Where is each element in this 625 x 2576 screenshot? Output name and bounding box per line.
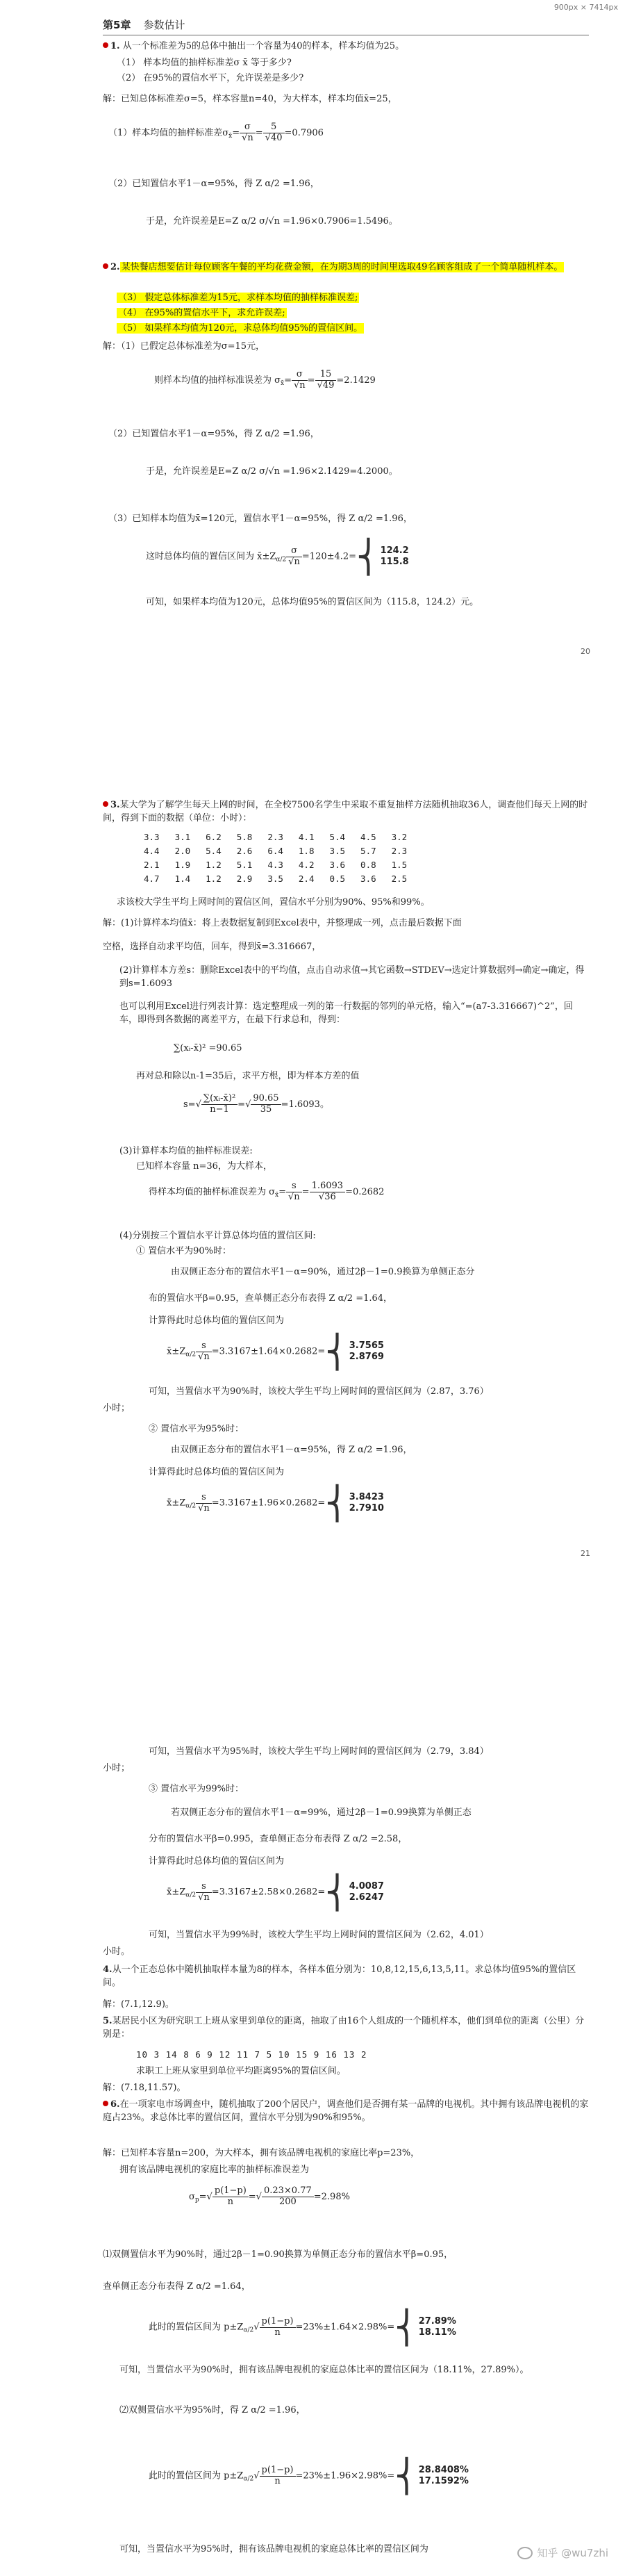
table-row	[136, 830, 415, 844]
q2-ans3: （3）已知样本均值为x̄=120元，置信水平1－α=95%，得 Z α/2 =1.96，	[108, 514, 412, 524]
q3-s5b: 已知样本容量 n=36，为大样本，	[136, 1161, 272, 1172]
q6-ans1: 解：已知样本容量n=200，为大样本，拥有该品牌电视机的家庭比率p=23%，	[103, 2148, 420, 2158]
q1-a1-frac: $\frac{\sigma}{√n}$	[240, 122, 256, 144]
q2-stem-text: 某快餐店想要估计每位顾客午餐的平均花费金额，在为期3周的时间里选取49名顾客组成了一个简单随机样本。	[121, 262, 563, 272]
watermark: 知乎 @wu7zhi	[517, 2546, 608, 2561]
q2-sub5: （5） 如果样本均值为120元，求总体均值95%的置信区间。	[118, 323, 363, 334]
table-cell: 1.2	[206, 860, 222, 871]
chapter-number: 第5章	[103, 19, 131, 31]
q4-stem-text: 从一个正态总体中随机抽取样本量为8的样本，各样本值分别为：10,8,12,15,6,13,5,11。求总体均值95%的置信区间。	[103, 1964, 576, 1988]
q6-stem	[103, 2099, 589, 2125]
q3-c1d: 计算得此时总体均值的置信区间为	[149, 1315, 285, 1326]
q2-number: 2.	[110, 262, 120, 272]
q4-ans: 解：(7.1,12.9)。	[103, 1999, 174, 2010]
q3-c2e: 可知，当置信水平为95%时，该校大学生平均上网时间的置信区间为（2.79，3.84）	[149, 1746, 489, 1757]
bullet-icon	[103, 2101, 108, 2106]
table-cell: 1.9	[174, 860, 191, 871]
table-cell: 3.2	[391, 832, 408, 842]
q1-stem-text: 从一个标准差为5的总体中抽出一个容量为40的样本，样本均值为25。	[122, 41, 405, 51]
q3-c3f: 小时。	[103, 1946, 131, 1957]
table-cell: 4.5	[360, 832, 376, 842]
q3-c1: ① 置信水平为90%时：	[136, 1246, 232, 1256]
chapter-heading	[103, 18, 185, 33]
q5-data: 10 3 14 8 6 9 12 11 7 5 10 15 9 16 13 2	[136, 2049, 367, 2060]
table-cell: 4.1	[298, 832, 315, 842]
q1-a2-result: 于是，允许误差是E=Z α/2 σ/√n =1.96×0.7906=1.5496。	[146, 216, 398, 227]
q2-stem	[103, 261, 589, 274]
q3-data-table	[136, 830, 415, 887]
table-cell: 1.5	[391, 860, 408, 871]
q3-s6: (4)分别按三个置信水平计算总体均值的置信区间:	[119, 1231, 316, 1241]
q5-ask: 求职工上班从家里到单位平均距离95%的置信区间。	[136, 2066, 346, 2076]
table-cell: 1.8	[298, 846, 315, 857]
q6-p1-interval: 此时的置信区间为 $p\pm Z_{\alpha/2}√$ $\frac{p(1-p)}{n}$ =23%±1.64×2.98%=⎨ 27.89% 18.11%	[149, 2308, 456, 2346]
table-cell: 2.1	[144, 860, 160, 871]
table-cell: 4.4	[144, 846, 160, 857]
table-cell: 2.9	[236, 873, 253, 885]
q2-ans1-eq: 则样本均值的抽样标准误差为 $\sigma_{x̄}=$ $\frac{\sigma}{√n}$ = $\frac{15}{√49}$ =2.1429	[154, 369, 376, 391]
q2-sub4: （4） 在95%的置信水平下，求允许误差;	[118, 308, 285, 318]
table-cell: 3.5	[267, 873, 283, 885]
q6-p1b: 查单侧正态分布表得 Z α/2 =1.64，	[103, 2281, 251, 2292]
q4-stem	[103, 1964, 589, 1990]
q5-ans: 解：(7.18,11.57)。	[103, 2083, 186, 2093]
q6-p2d: 可知，当置信水平为95%时，拥有该品牌电视机的家庭总体比率的置信区间为	[119, 2544, 428, 2554]
q1-number: 1.	[110, 41, 120, 51]
table-cell: 3.5	[329, 846, 346, 857]
table-cell: 4.7	[144, 873, 160, 885]
q3-s3-sum: ∑(xᵢ-x̄)² =90.65	[174, 1043, 242, 1053]
q3-s1: 解：(1)计算样本均值x̄：将上表数据复制到Excel表中，并整理成一列，点击最后数据下面	[103, 918, 462, 928]
table-cell: 5.1	[236, 860, 253, 871]
q1-sub1: （1） 样本均值的抽样标准差σ x̄ 等于多少?	[117, 58, 292, 68]
q6-number: 6.	[110, 2099, 120, 2110]
wechat-icon	[517, 2547, 533, 2559]
page-number: 21	[581, 1549, 590, 1558]
q6-ans1b: 拥有该品牌电视机的家庭比率的抽样标准误差为	[119, 2165, 310, 2175]
q3-ask: 求该校大学生平均上网时间的置信区间，置信水平分别为90%、95%和99%。	[117, 897, 430, 908]
q3-c1b: 由双侧正态分布的置信水平1－α=90%，通过2β－1=0.9换算为单侧正态分	[171, 1267, 475, 1277]
table-cell: 4.3	[267, 860, 283, 871]
bullet-icon	[103, 263, 108, 269]
q3-c1e: 可知，当置信水平为90%时，该校大学生平均上网时间的置信区间为（2.87，3.76）	[149, 1386, 489, 1397]
table-row	[136, 844, 415, 858]
q2-interval: 这时总体均值的置信区间为 $x̄\pm Z_{\alpha/2}$ $\frac{\sigma}{√n}$ =120±4.2=⎨ 124.2 115.8	[146, 538, 409, 575]
table-cell: 0.5	[329, 873, 346, 885]
q5-stem-text: 某居民小区为研究职工上班从家里到单位的距离，抽取了由16个人组成的一个随机样本，他们到单位的距离（公里）分别是：	[103, 2016, 585, 2040]
q3-c3d: 计算得此时总体均值的置信区间为	[149, 1856, 285, 1867]
q2-ans2: （2）已知置信水平1－α=95%，得 Z α/2 =1.96，	[108, 429, 319, 439]
table-row	[136, 858, 415, 872]
q1-a1-result: =0.7906	[284, 127, 324, 138]
q3-c2c: 计算得此时总体均值的置信区间为	[149, 1467, 285, 1477]
q3-s5: (3)计算样本均值的抽样标准误差:	[119, 1146, 253, 1156]
q1-a1-label: （1）样本均值的抽样标准差σ	[108, 127, 229, 138]
q3-c2: ② 置信水平为95%时：	[149, 1424, 244, 1434]
chapter-title: 参数估计	[143, 19, 185, 31]
bullet-icon	[103, 42, 108, 48]
table-cell: 2.6	[236, 846, 253, 857]
table-cell: 1.4	[174, 873, 191, 885]
table-cell: 3.3	[144, 832, 160, 842]
table-cell: 2.4	[298, 873, 315, 885]
q3-c2f: 小时；	[103, 1763, 131, 1773]
q2-ans2-result: 于是，允许误差是E=Z α/2 σ/√n =1.96×2.1429=4.2000。	[146, 466, 398, 477]
q6-stem-text: 在一项家电市场调查中，随机抽取了200个居民户，调查他们是否拥有某一品牌的电视机。其中拥有该品牌电视机的家庭占23%。求总体比率的置信区间，置信水平分别为90%和95%。	[103, 2099, 589, 2123]
q3-s5-eq: 得样本均值的抽样标准误差为 $\sigma_{x̄}=$ $\frac{s}{√n}$ = $\frac{1.6093}{√36}$ =0.2682	[149, 1181, 385, 1202]
q6-p2: ⑵双侧置信水平为95%时，得 Z α/2 =1.96，	[119, 2405, 306, 2415]
bullet-icon	[103, 801, 108, 807]
q3-s4: 再对总和除以n-1=35后，求平方根，即为样本方差的值	[136, 1071, 360, 1081]
table-cell: 2.0	[174, 846, 191, 857]
q1-a2: （2）已知置信水平1－α=95%，得 Z α/2 =1.96，	[108, 179, 319, 189]
q3-s1b: 空格，选择自动求平均值，回车，得到x̄=3.316667，	[103, 942, 322, 952]
q3-c3-interval: $x̄\pm Z_{\alpha/2}$ $\frac{s}{√n}$ =3.3167±2.58×0.2682=⎨ 4.0087 2.6247	[167, 1873, 384, 1911]
table-cell: 2.3	[267, 832, 283, 842]
q3-c1f: 小时；	[103, 1403, 131, 1413]
table-row	[136, 872, 415, 886]
table-cell: 6.4	[267, 846, 283, 857]
table-cell: 6.2	[206, 832, 222, 842]
q1-ans-intro: 解：已知总体标准差σ=5，样本容量n=40，为大样本，样本均值x̄=25，	[103, 94, 397, 104]
q3-c1c: 布的置信水平β=0.95，查单侧正态分布表得 Z α/2 =1.64，	[149, 1293, 393, 1304]
table-cell: 5.8	[236, 832, 253, 842]
q3-c3e: 可知，当置信水平为99%时，该校大学生平均上网时间的置信区间为（2.62，4.01）	[149, 1930, 489, 1940]
table-cell: 2.5	[391, 873, 408, 885]
q3-c1-interval: $x̄\pm Z_{\alpha/2}$ $\frac{s}{√n}$ =3.3167±1.64×0.2682=⎨ 3.7565 2.8769	[167, 1333, 384, 1370]
q1-stem	[103, 40, 589, 54]
q3-c2b: 由双侧正态分布的置信水平1－α=95%，得 Z α/2 =1.96，	[171, 1445, 412, 1455]
table-cell: 5.4	[329, 832, 346, 842]
table-cell: 3.6	[329, 860, 346, 871]
q5-number: 5.	[103, 2016, 112, 2026]
q3-stem-text: 某大学为了解学生每天上网的时间，在全校7500名学生中采取不重复抽样方法随机抽取36人，调查他们每天上网的时间，得到下面的数据（单位：小时）：	[103, 800, 588, 823]
q3-c3b: 若双侧正态分布的置信水平1－α=99%，通过2β－1=0.99换算为单侧正态	[171, 1807, 472, 1818]
q2-conclusion: 可知，如果样本均值为120元，总体均值95%的置信区间为（115.8，124.2）元。	[146, 597, 479, 607]
q6-p1d: 可知，当置信水平为90%时，拥有该品牌电视机的家庭总体比率的置信区间为（18.11%，27.89%）。	[119, 2365, 529, 2375]
q5-stem	[103, 2015, 589, 2042]
q3-s3: 也可以利用Excel进行列表计算：选定整理成一列的第一行数据的邻列的单元格，输入“=(a7-3.316667)^2”，回车，即得到各数据的离差平方，在最下行求总和，得到：	[119, 1001, 573, 1025]
page-size-info: 900px × 7414px	[553, 3, 618, 12]
table-cell: 5.4	[206, 846, 222, 857]
table-cell: 2.3	[391, 846, 408, 857]
q3-s2: (2)计算样本方差s：删除Excel表中的平均值，点击自动求值→其它函数→STDEV→选定计算数据列→确定→确定，得到s=1.6093	[119, 965, 585, 989]
table-cell: 3.6	[360, 873, 376, 885]
q6-p2-interval: 此时的置信区间为 $p\pm Z_{\alpha/2}√$ $\frac{p(1-p)}{n}$ =23%±1.96×2.98%=⎨ 28.8408% 17.1592%	[149, 2457, 469, 2495]
q3-stem	[103, 799, 589, 826]
q3-c2-interval: $x̄\pm Z_{\alpha/2}$ $\frac{s}{√n}$ =3.3167±1.96×0.2682=⎨ 3.8423 2.7910	[167, 1484, 384, 1522]
table-cell: 4.2	[298, 860, 315, 871]
table-cell: 0.8	[360, 860, 376, 871]
q1-sub2: （2） 在95%的置信水平下，允许误差是多少?	[117, 73, 304, 83]
q6-ans1-eq: $\sigma_p=√$ $\frac{p(1-p)}{n}$ =√ $\frac{0.23\times 0.77}{200}$ =2.98%	[189, 2185, 350, 2207]
q6-p1: ⑴双侧置信水平为90%时，通过2β－1=0.90换算为单侧正态分布的置信水平β=0.95，	[103, 2249, 453, 2260]
table-cell: 1.2	[206, 873, 222, 885]
table-cell: 3.1	[174, 832, 191, 842]
q3-number: 3.	[110, 800, 120, 810]
q3-c3: ③ 置信水平为99%时：	[149, 1784, 244, 1794]
page-number: 20	[581, 647, 590, 656]
q3-s4-eq: s=√ $\frac{\text{∑(xᵢ-x̄)²}}{n-1}$ =√ $\frac{90.65}{35}$ =1.6093。	[183, 1093, 329, 1115]
q4-number: 4.	[103, 1964, 112, 1975]
q1-a1: （1）样本均值的抽样标准差$\sigma_{x̄}=$ $\frac{\sigma}{√n}$ = $\frac{5}{√40}$ =0.7906	[108, 122, 324, 143]
q3-c3c: 分布的置信水平β=0.995，查单侧正态分布表得 Z α/2 =2.58，	[149, 1834, 408, 1844]
q2-ans1-result: =2.1429	[336, 375, 376, 386]
q2-ans1: 解：（1）已假定总体标准差为σ=15元，	[103, 341, 265, 352]
table-cell: 5.7	[360, 846, 376, 857]
q2-sub3: （3） 假定总体标准差为15元，求样本均值的抽样标准误差;	[118, 293, 358, 303]
